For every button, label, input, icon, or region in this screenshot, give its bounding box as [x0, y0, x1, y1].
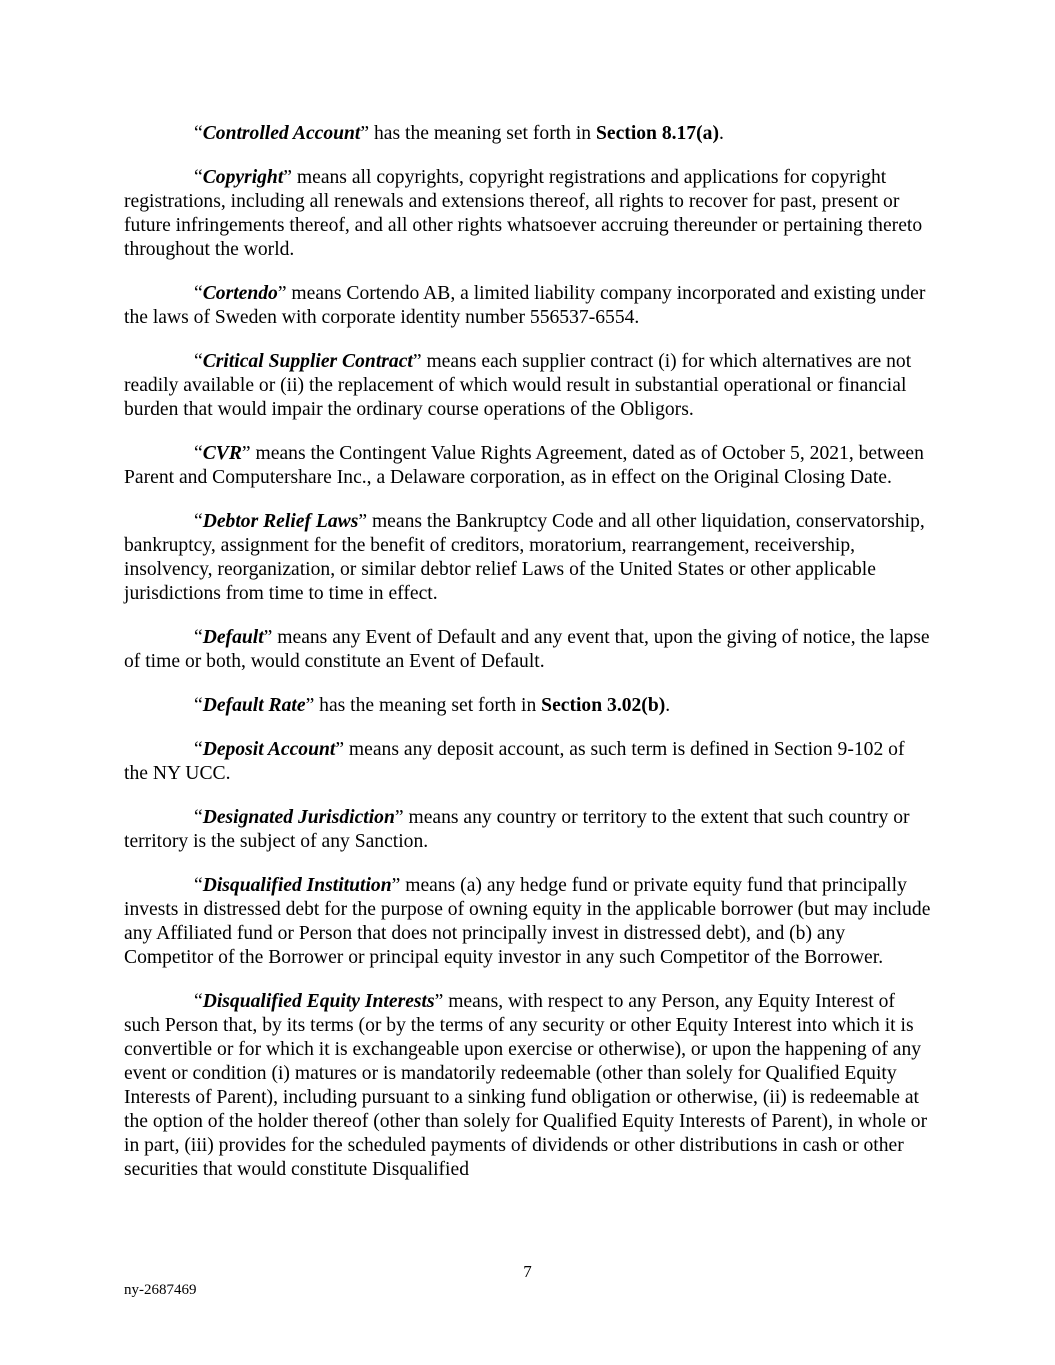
definition-disqualified-institution: “Disqualified Institution” means (a) any hedge fund or private equity fund that principally invests in distressed debt for the purpose of owning equity in the applicable borrower (but may include any Affiliated fund or Person that does not principally invest in distressed debt), and (b) any Competitor of the Borrower or principal equity investor in any such Competitor of the Borrower. [124, 875, 931, 968]
defined-term: Default [202, 627, 264, 648]
definition-text: ” has the meaning set forth in [305, 695, 542, 716]
definition-deposit-account: “Deposit Account” means any deposit account, as such term is defined in Section 9-102 of the NY UCC. [124, 739, 905, 784]
defined-term: Default Rate [202, 695, 306, 716]
definition-text: ” means the Contingent Value Rights Agreement, dated as of October 5, 2021, between Parent and Computershare Inc., a Delaware corporation, as in effect on the Original Closing Date. [124, 443, 924, 488]
definition-controlled-account: “Controlled Account” has the meaning set forth in Section 8.17(a). [194, 123, 724, 144]
defined-term: Designated Jurisdiction [202, 807, 395, 828]
definition-cortendo: “Cortendo” means Cortendo AB, a limited liability company incorporated and existing under the laws of Sweden with corporate identity number 556537-6554. [124, 283, 926, 328]
defined-term: Cortendo [202, 283, 278, 304]
definition-text: ” means any country or territory to the extent that such country or territory is the subject of any Sanction. [124, 807, 910, 852]
definition-text: ” means all copyrights, copyright registrations and applications for copyright registrations, including all renewals and extensions thereof, all rights to recover for past, present or future infringements thereof, and all other rights whatsoever accruing thereunder or pertaining thereto throughout the world. [124, 167, 923, 260]
defined-term: Copyright [202, 167, 284, 188]
definition-disqualified-equity-interests: “Disqualified Equity Interests” means, with respect to any Person, any Equity Interest of such Person that, by its terms (or by the terms of any security or other Equity Interest into which it is convertible or for which it is exchangeable upon exercise or otherwise), or upon the happening of any event or condition (i) matures or is mandatorily redeemable (other than solely for Qualified Equity Interests of Parent), including pursuant to a sinking fund obligation or otherwise, (ii) is redeemable at the option of the holder thereof (other than solely for Qualified Equity Interests of Parent), in whole or in part, (iii) provides for the scheduled payments of dividends or other distributions in cash or other securities that would constitute Disqualified [124, 991, 928, 1180]
definition-default: “Default” means any Event of Default and any event that, upon the giving of notice, the lapse of time or both, would constitute an Event of Default. [124, 627, 930, 672]
document-body [124, 122, 932, 1202]
section-reference: Section 3.02(b) [541, 695, 666, 716]
defined-term: CVR [202, 443, 242, 464]
defined-term: Critical Supplier Contract [202, 351, 413, 372]
section-reference: Section 8.17(a) [596, 123, 719, 144]
definition-text: ” means Cortendo AB, a limited liability company incorporated and existing under the laws of Sweden with corporate identity number 556537-6554. [124, 283, 926, 328]
defined-term: Controlled Account [202, 123, 361, 144]
definition-text: . [719, 123, 724, 144]
definition-designated-jurisdiction: “Designated Jurisdiction” means any country or territory to the extent that such country or territory is the subject of any Sanction. [124, 807, 910, 852]
definition-text: . [665, 695, 671, 716]
defined-term: Debtor Relief Laws [202, 511, 359, 532]
definition-critical-supplier-contract: “Critical Supplier Contract” means each supplier contract (i) for which alternatives are not readily available or (ii) the replacement of which would result in substantial operational or financial burden that would impair the ordinary course operations of the Obligors. [124, 351, 912, 420]
definition-text: ” means each supplier contract (i) for which alternatives are not readily available or (ii) the replacement of which would result in substantial operational or financial burden that would impair the ordinary course operations of the Obligors. [124, 351, 912, 420]
definition-text: ” means any deposit account, as such term is defined in Section 9-102 of the NY UCC. [124, 739, 905, 784]
definition-text: ” means the Bankruptcy Code and all other liquidation, conservatorship, bankruptcy, assignment for the benefit of creditors, moratorium, rearrangement, receivership, insolvency, reorganization, or similar debtor relief Laws of the United States or other applicable jurisdictions from time to time in effect. [124, 511, 925, 604]
definition-debtor-relief-laws: “Debtor Relief Laws” means the Bankruptcy Code and all other liquidation, conservatorship, bankruptcy, assignment for the benefit of creditors, moratorium, rearrangement, receivership, insolvency, reorganization, or similar debtor relief Laws of the United States or other applicable jurisdictions from time to time in effect. [124, 511, 925, 604]
definition-text: ” means (a) any hedge fund or private equity fund that principally invests in distressed debt for the purpose of owning equity in the applicable borrower (but may include any Affiliated fund or Person that does not principally invest in distressed debt), and (b) any Competitor of the Borrower or principal equity investor in any such Competitor of the Borrower. [124, 875, 931, 968]
definition-text: ” has the meaning set forth in [360, 123, 596, 144]
defined-term: Disqualified Equity Interests [202, 991, 435, 1012]
definition-copyright: “Copyright” means all copyrights, copyright registrations and applications for copyright registrations, including all renewals and extensions thereof, all rights to recover for past, present or future infringements thereof, and all other rights whatsoever accruing thereunder or pertaining thereto throughout the world. [124, 167, 923, 260]
definition-text: ” means any Event of Default and any event that, upon the giving of notice, the lapse of time or both, would constitute an Event of Default. [124, 627, 930, 672]
page-number: 7 [523, 1262, 532, 1281]
document-id: ny-2687469 [124, 1282, 197, 1298]
definition-cvr: “CVR” means the Contingent Value Rights Agreement, dated as of October 5, 2021, between Parent and Computershare Inc., a Delaware corporation, as in effect on the Original Closing Date. [124, 443, 924, 488]
defined-term: Disqualified Institution [202, 875, 392, 896]
definition-text: ” means, with respect to any Person, any Equity Interest of such Person that, by its terms (or by the terms of any security or other Equity Interest into which it is convertible or for which it is exchangeable upon exercise or otherwise), or upon the happening of any event or condition (i) matures or is mandatorily redeemable (other than solely for Qualified Equity Interests of Parent), including pursuant to a sinking fund obligation or otherwise, (ii) is redeemable at the option of the holder thereof (other than solely for Qualified Equity Interests of Parent), in whole or in part, (iii) provides for the scheduled payments of dividends or other distributions in cash or other securities that would constitute Disqualified [124, 991, 928, 1180]
definition-default-rate: “Default Rate” has the meaning set forth in Section 3.02(b). [194, 695, 671, 716]
defined-term: Deposit Account [202, 739, 336, 760]
